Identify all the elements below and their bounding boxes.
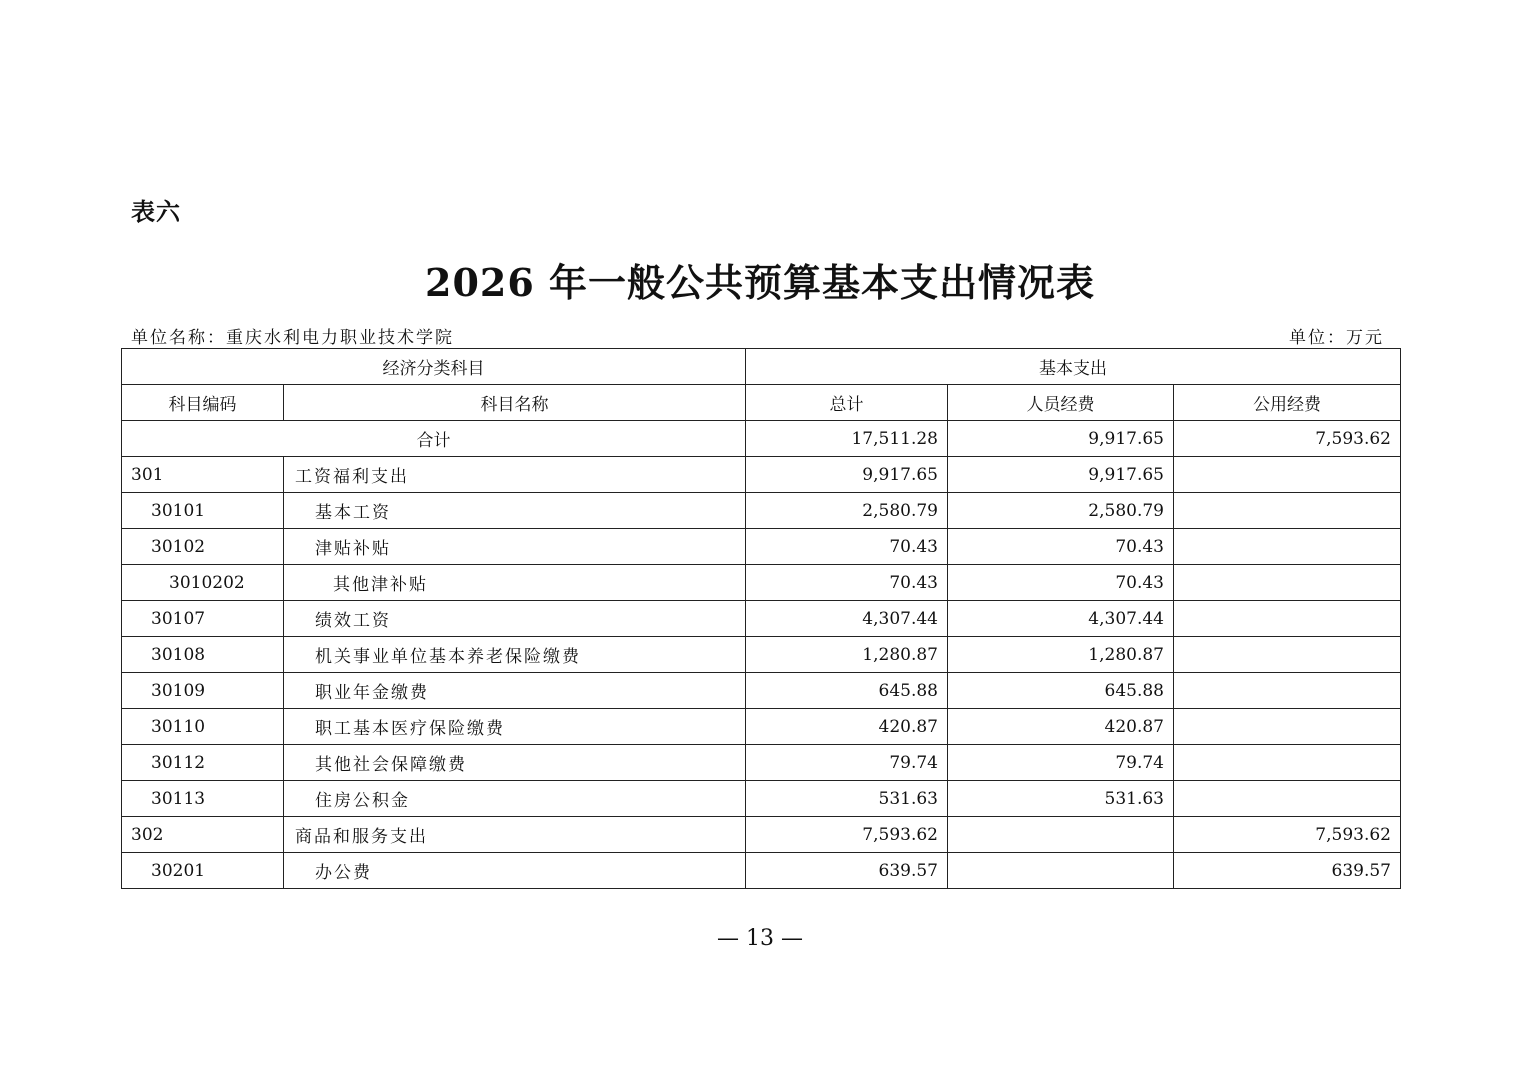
total-row <box>122 421 1401 457</box>
header-group-row <box>122 349 1401 385</box>
header-economic-category: 经济分类科目 <box>122 349 746 385</box>
row-code: 30109 <box>122 673 284 709</box>
total-personnel: 9,917.65 <box>948 421 1174 457</box>
total-total: 17,511.28 <box>746 421 948 457</box>
row-code: 30108 <box>122 637 284 673</box>
row-total: 70.43 <box>746 565 948 601</box>
table-row <box>122 673 1401 709</box>
row-public <box>1174 493 1401 529</box>
row-name: 办公费 <box>284 853 746 889</box>
row-code: 30107 <box>122 601 284 637</box>
row-personnel: 531.63 <box>948 781 1174 817</box>
row-code: 3010202 <box>122 565 284 601</box>
row-public: 7,593.62 <box>1174 817 1401 853</box>
table-row <box>122 781 1401 817</box>
row-code: 30101 <box>122 493 284 529</box>
row-public <box>1174 565 1401 601</box>
row-total: 639.57 <box>746 853 948 889</box>
row-personnel: 79.74 <box>948 745 1174 781</box>
row-personnel: 420.87 <box>948 709 1174 745</box>
row-public <box>1174 637 1401 673</box>
row-personnel: 1,280.87 <box>948 637 1174 673</box>
table-row <box>122 637 1401 673</box>
page-title: 2026 年一般公共预算基本支出情况表 <box>425 260 1095 305</box>
row-code: 30113 <box>122 781 284 817</box>
unit-measure: 单位：万元 <box>1289 328 1384 348</box>
row-name: 其他津补贴 <box>284 565 746 601</box>
row-personnel: 9,917.65 <box>948 457 1174 493</box>
table-row <box>122 565 1401 601</box>
row-code: 301 <box>122 457 284 493</box>
row-total: 4,307.44 <box>746 601 948 637</box>
row-total: 70.43 <box>746 529 948 565</box>
row-code: 30201 <box>122 853 284 889</box>
row-personnel: 2,580.79 <box>948 493 1174 529</box>
row-personnel: 4,307.44 <box>948 601 1174 637</box>
row-name: 职工基本医疗保险缴费 <box>284 709 746 745</box>
row-total: 420.87 <box>746 709 948 745</box>
header-total: 总计 <box>746 385 948 421</box>
row-name: 机关事业单位基本养老保险缴费 <box>284 637 746 673</box>
row-total: 9,917.65 <box>746 457 948 493</box>
row-name: 商品和服务支出 <box>284 817 746 853</box>
header-basic-expenditure: 基本支出 <box>746 349 1401 385</box>
table-row <box>122 457 1401 493</box>
row-name: 职业年金缴费 <box>284 673 746 709</box>
row-code: 30102 <box>122 529 284 565</box>
row-public: 639.57 <box>1174 853 1401 889</box>
unit-line <box>131 323 1384 348</box>
row-code: 30110 <box>122 709 284 745</box>
table-row <box>122 709 1401 745</box>
row-total: 7,593.62 <box>746 817 948 853</box>
row-public <box>1174 781 1401 817</box>
row-public <box>1174 529 1401 565</box>
total-public: 7,593.62 <box>1174 421 1401 457</box>
row-personnel <box>948 817 1174 853</box>
row-personnel: 70.43 <box>948 565 1174 601</box>
header-name: 科目名称 <box>284 385 746 421</box>
row-name: 基本工资 <box>284 493 746 529</box>
header-public: 公用经费 <box>1174 385 1401 421</box>
total-label: 合计 <box>122 421 746 457</box>
table-row <box>122 817 1401 853</box>
header-personnel: 人员经费 <box>948 385 1174 421</box>
unit-name: 单位名称：重庆水利电力职业技术学院 <box>131 328 454 348</box>
row-total: 645.88 <box>746 673 948 709</box>
row-total: 1,280.87 <box>746 637 948 673</box>
row-name: 住房公积金 <box>284 781 746 817</box>
budget-table <box>121 348 1401 889</box>
row-personnel <box>948 853 1174 889</box>
row-name: 绩效工资 <box>284 601 746 637</box>
row-public <box>1174 745 1401 781</box>
row-total: 79.74 <box>746 745 948 781</box>
row-total: 2,580.79 <box>746 493 948 529</box>
row-public <box>1174 709 1401 745</box>
row-public <box>1174 601 1401 637</box>
page-number: — 13 — <box>717 926 803 951</box>
table-label: 表六 <box>131 198 181 226</box>
row-public <box>1174 457 1401 493</box>
header-code: 科目编码 <box>122 385 284 421</box>
row-name: 其他社会保障缴费 <box>284 745 746 781</box>
row-name: 津贴补贴 <box>284 529 746 565</box>
table-row <box>122 493 1401 529</box>
row-code: 30112 <box>122 745 284 781</box>
row-name: 工资福利支出 <box>284 457 746 493</box>
table-row <box>122 601 1401 637</box>
header-column-row <box>122 385 1401 421</box>
row-code: 302 <box>122 817 284 853</box>
table-row <box>122 529 1401 565</box>
row-total: 531.63 <box>746 781 948 817</box>
row-personnel: 645.88 <box>948 673 1174 709</box>
table-row <box>122 745 1401 781</box>
row-personnel: 70.43 <box>948 529 1174 565</box>
table-row <box>122 853 1401 889</box>
row-public <box>1174 673 1401 709</box>
